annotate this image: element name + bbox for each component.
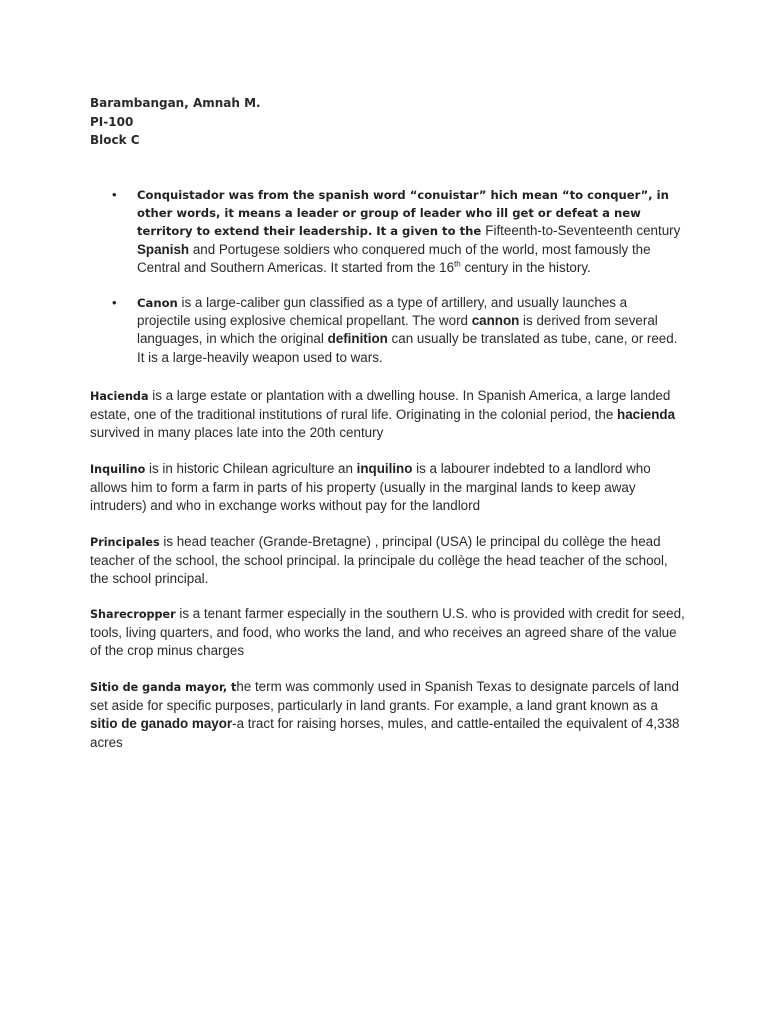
hacienda-text-2: survived in many places late into the 20th century [90, 425, 384, 441]
author-name: Barambangan, Amnah M. [90, 96, 261, 110]
principales-term: Principales [90, 536, 160, 549]
sitio-text-1: he term was commonly used in Spanish Texas to designate parcels of land set aside for specific purposes, particularly in land grants. For example, a land grant known as a [90, 679, 679, 714]
course-code: PI-100 [90, 114, 134, 129]
sharecropper-term: Sharecropper [90, 608, 176, 621]
bullet-list [112, 186, 682, 367]
bullet-dot-icon: • [112, 187, 117, 202]
canon-term: Canon [137, 296, 178, 311]
sharecropper-text-1: is a tenant farmer especially in the southern U.S. who is provided with credit for seed, tools, living quarters, and food, who works the land, and who receives an agreed share of the value of the crop minus charges [90, 606, 685, 659]
sitio-term: Sitio de ganda mayor, t [90, 681, 237, 694]
conquistador-text-2: and Portugese soldiers who conquered much of the world, most famously the Central and Southern Americas. It started from the 16 [137, 241, 651, 275]
conquistador-sup: th [454, 259, 461, 269]
conquistador-intro: Conquistador was from the spanish word “conuistar” hich mean “to conquer”, in other words, it means a leader or group of leader who ill get or defeat a new territory to extend their leadership. It a given to the [137, 188, 669, 239]
hacienda-text-1: is a large estate or plantation with a dwelling house. In Spanish America, a large landed estate, one of the traditional institutions of rural life. Originating in the colonial period, the [90, 388, 671, 423]
sitio-text-2: -a tract for raising horses, mules, and cattle-entailed the equivalent of 4,338 acres [90, 716, 680, 750]
conquistador-text-3: century in the history. [460, 259, 591, 275]
paragraph-sharecropper [90, 605, 685, 661]
canon-text-1: is a large-caliber gun classified as a type of artillery, and usually launches a projectile using explosive chemical propellant. The word [137, 295, 628, 329]
paragraph-principales [90, 533, 685, 589]
conquistador-text-1: Fifteenth-to-Seventeenth century [485, 223, 681, 239]
paragraph-hacienda [90, 387, 685, 443]
paragraph-inquilino [90, 460, 685, 516]
bullet-conquistador [112, 186, 682, 277]
principales-text-1: is head teacher (Grande-Bretagne) , principal (USA) le principal du collège the head teacher of the school, the school principal. la principale du collège the head teacher of the school, the school principal. [90, 534, 668, 587]
canon-text-3: can usually be translated as tube, cane, or reed. It is a large-heavily weapon used to wars. [137, 331, 678, 365]
block-label: Block C [90, 133, 140, 147]
inquilino-text-2: is a labourer indebted to a landlord who allows him to form a farm in parts of his property (usually in the marginal lands to keep away intruders) and who in exchange works without pay for the landlord [90, 461, 651, 514]
inquilino-text-1: is in historic Chilean agriculture an [145, 461, 357, 476]
hacienda-keyword: hacienda [617, 407, 676, 423]
canon-keyword-cannon: cannon [471, 313, 520, 329]
inquilino-term: Inquilino [90, 463, 146, 476]
hacienda-term: Hacienda [90, 390, 149, 403]
sitio-keyword: sitio de ganado mayor [90, 716, 233, 732]
paragraph-sitio [90, 678, 685, 752]
document-header [90, 94, 261, 150]
canon-keyword-definition: definition [327, 331, 388, 347]
bullet-dot-icon: • [112, 295, 117, 311]
inquilino-keyword: inquilino [356, 461, 413, 476]
canon-text-2: is derived from several languages, in which the original [137, 313, 658, 347]
bullet-canon [112, 294, 682, 367]
conquistador-keyword-spanish: Spanish [137, 241, 190, 257]
